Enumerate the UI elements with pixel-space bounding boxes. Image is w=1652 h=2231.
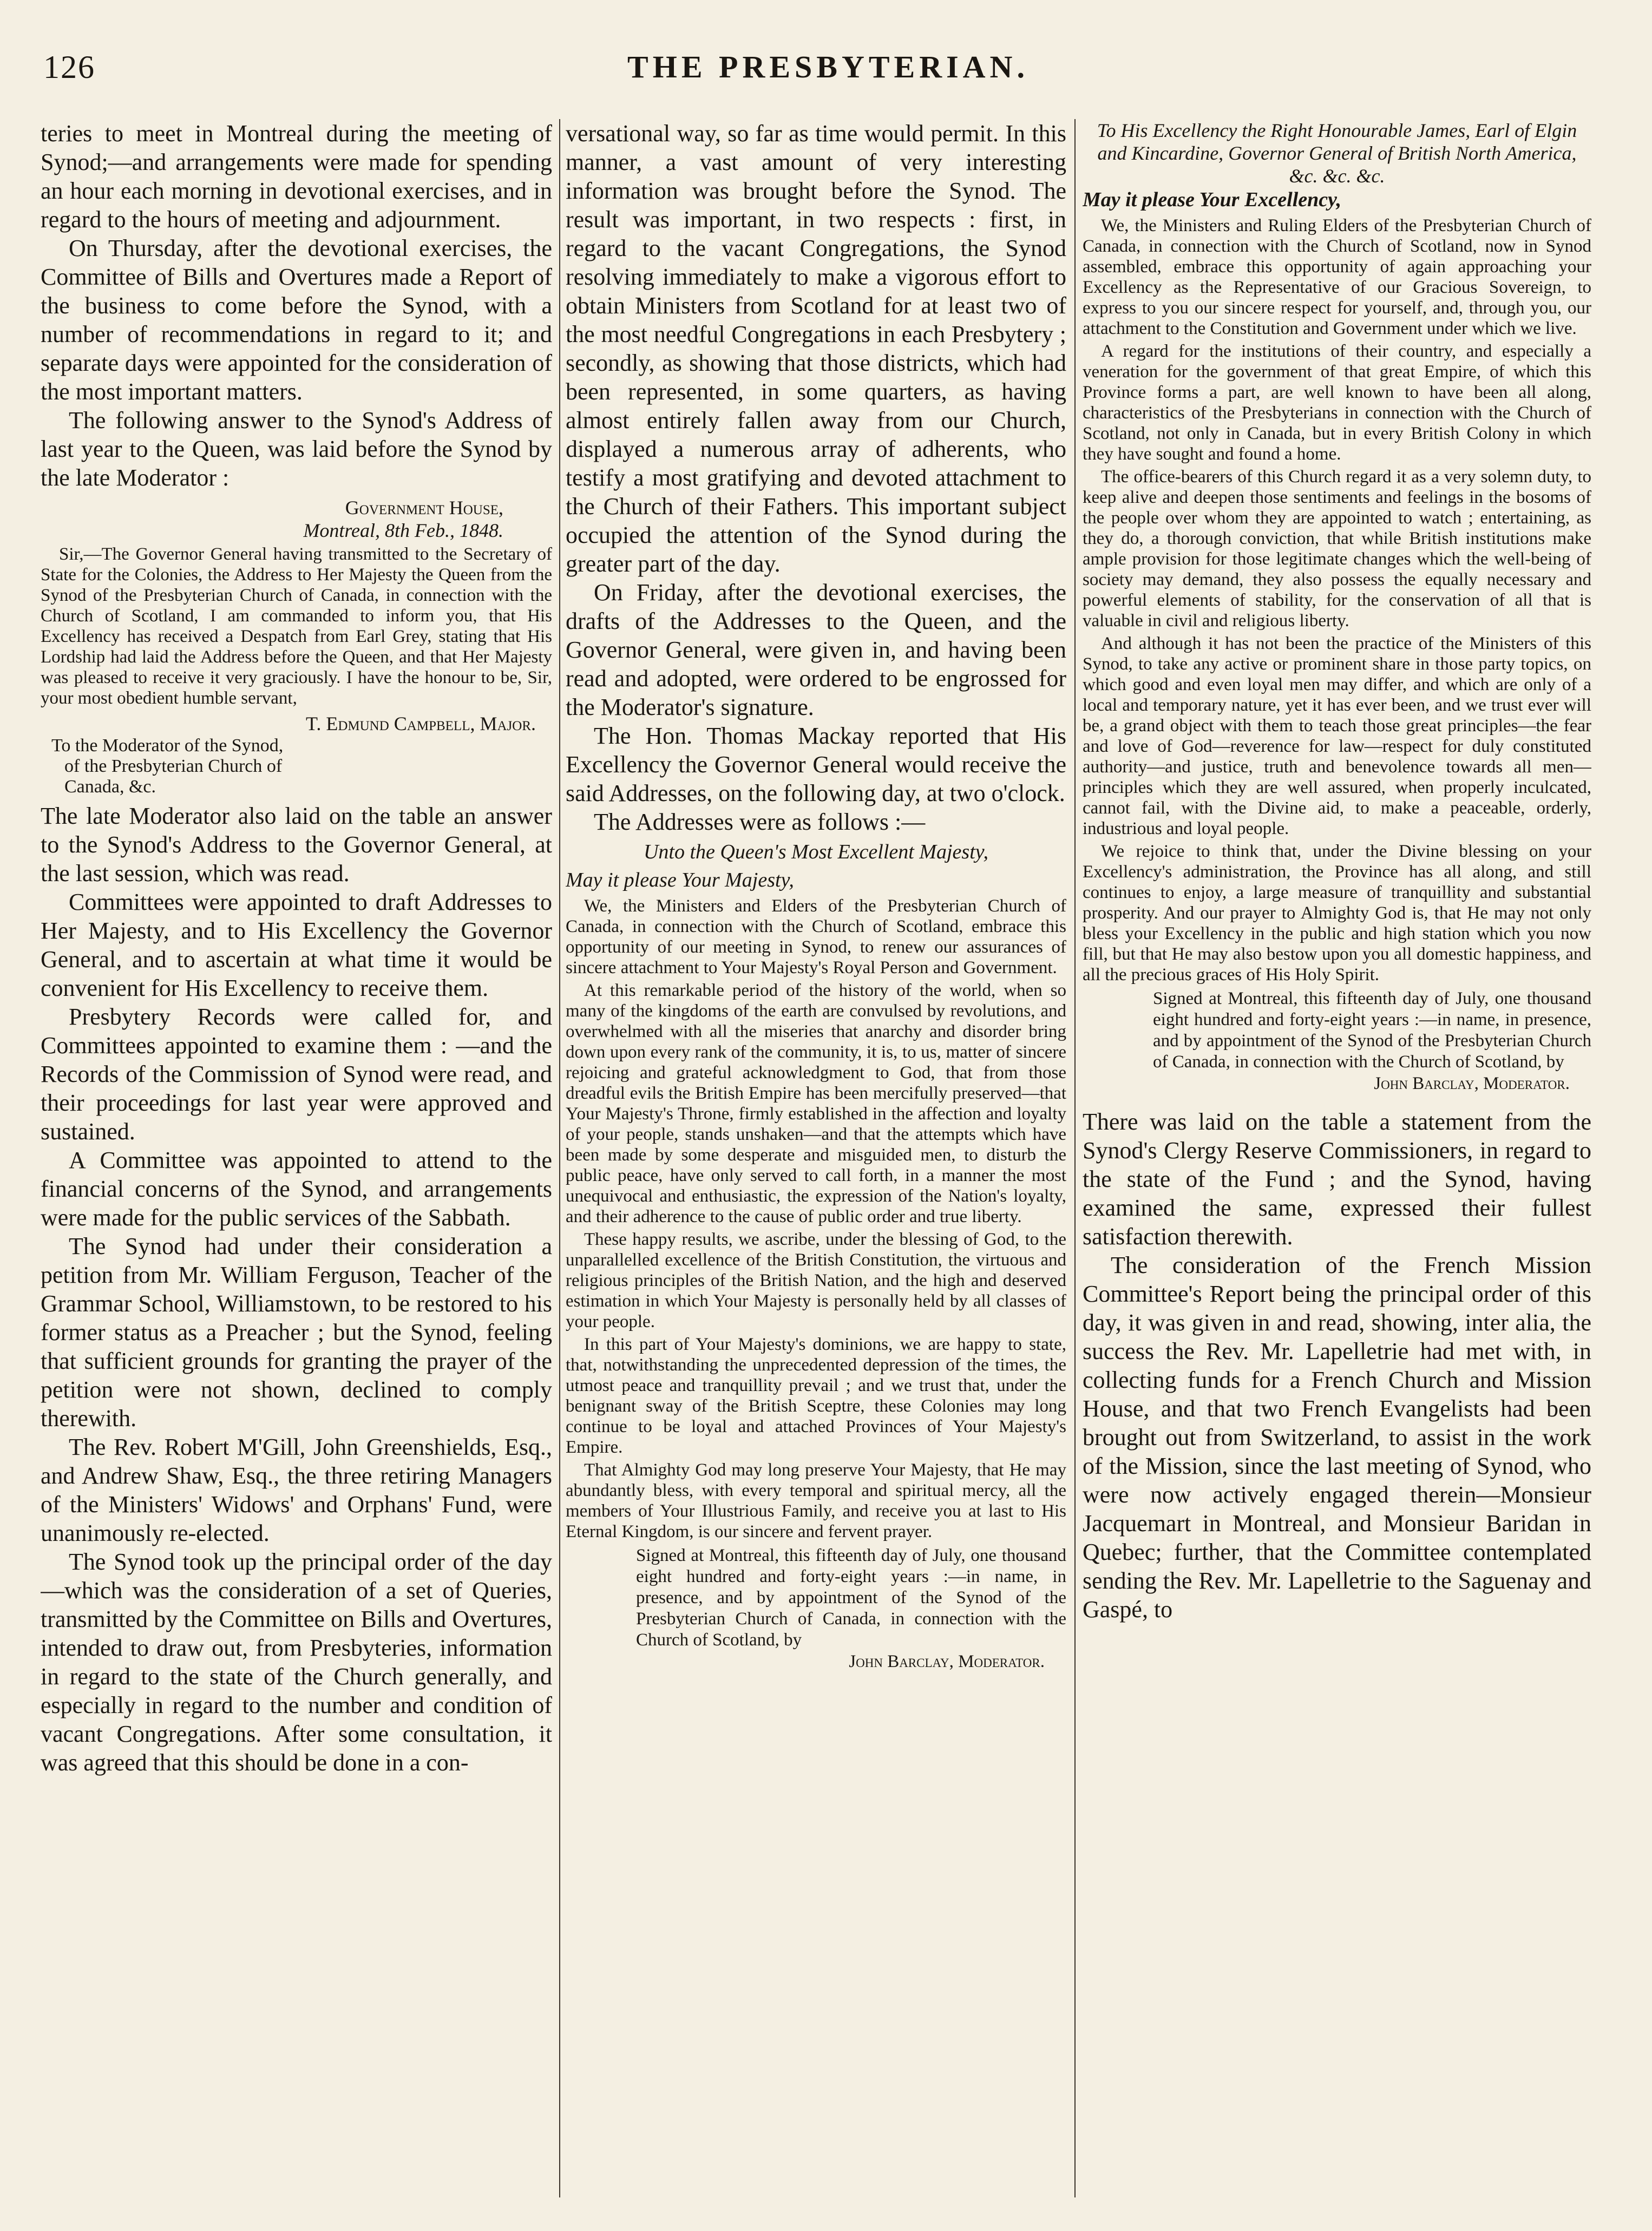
address-dedication: Unto the Queen's Most Excellent Majesty, <box>643 841 989 863</box>
address-to-queen <box>566 896 1066 1542</box>
recipient-line: To the Moderator of the Synod, <box>51 736 284 756</box>
letter-recipient <box>41 736 552 797</box>
paragraph: The late Moderator also laid on the table an answer to the Synod's Address to the Governor General, at the last session, which was read. <box>41 803 552 887</box>
letter-signature: T. Edmund Campbell, Major. <box>306 713 536 734</box>
paragraph: A Committee was appointed to attend to the financial concerns of the Synod, and arrangements were made for the public services of the Sabbath. <box>41 1147 552 1231</box>
paragraph: The consideration of the French Mission Committee's Report being the principal order of this day, it was given in and read, showing, inter alia, the success the Rev. Mr. Lapelletrie had met with, in collecting funds for a French Church and Mission House, and that two French Evangelists had been brought out from Switzerland, to assist in the work of the Mission, since the last meeting of Synod, who were now actively engaged therein—Monsieur Jacquemart in Montreal, and Monsieur Baridan in Quebec; further, that the Committee contemplated sending the Rev. Mr. Lapelletrie to the Saguenay and Gaspé, to <box>1083 1252 1591 1623</box>
column-middle <box>566 119 1066 2197</box>
address-signed: Signed at Montreal, this fifteenth day of July, one thousand eight hundred and forty-eight years :—in name, in presence, and by appointment of the Synod of the Presbyterian Church of Canada, in connection with the Church of Scotland, by <box>1153 989 1591 1072</box>
page-number: 126 <box>43 49 95 85</box>
address-paragraph: At this remarkable period of the history of the world, when so many of the kingdoms of the earth are convulsed by revolutions, and overwhelmed with all the miseries that anarchy and disorder bring down upon every rank of the community, it is, to us, matter of sincere rejoicing and grateful acknowledgment to God, that from those dreadful evils the British Empire has been mercifully preserved—that Your Majesty's Throne, firmly established in the affection and loyalty of your people, stands unshaken—and that the attempts which have been made by some desperate and misguided men, to disturb the public peace, have only served to call forth, in a manner the most unequivocal and enthusiastic, the expression of the Nation's loyalty, and their adherence to the cause of public order and true liberty. <box>566 981 1066 1226</box>
column-right <box>1083 119 1591 2197</box>
letter-body: Sir,—The Governor General having transmitted to the Secretary of State for the Colonies, the Address to Her Majesty the Queen from the Synod of the Presbyterian Church of Canada, in connection with the Church of Scotland, I am commanded to inform you, that His Excellency has received a Despatch from Earl Grey, stating that His Lordship had laid the Address before the Queen, and that Her Majesty was pleased to receive it very graciously. I have the honour to be, Sir, your most obedient humble servant, <box>41 544 552 708</box>
address-dedication: To His Excellency the Right Honourable James, Earl of Elgin and Kincardine, Governor General of British North America, &c. &c. &c. <box>1097 120 1577 187</box>
paragraph: teries to meet in Montreal during the meeting of Synod;—and arrangements were made for spending an hour each morning in devotional exercises, and in regard to the hours of meeting and adjournment. <box>41 120 552 233</box>
column-divider <box>1074 119 1076 2197</box>
address-to-governor <box>1083 215 1591 985</box>
address-paragraph: And although it has not been the practice of the Ministers of this Synod, to take any active or prominent share in those party topics, on which good and even loyal men may differ, and which are only of a local and temporary nature, yet it has ever been, and we trust ever will be, a grand object with them to teach those great principles—the fear and love of God—reverence for law—respect for duly constituted authority—and justice, truth and benevolence towards all men—principles which they are well assured, when properly inculcated, cannot fail, with the Divine aid, to make a peaceable, orderly, industrious and loyal people. <box>1083 634 1591 838</box>
page-header <box>43 49 1613 92</box>
letter-address-line: Montreal, 8th Feb., 1848. <box>303 520 503 541</box>
journal-title: THE PRESBYTERIAN. <box>627 49 1029 84</box>
letter-address <box>41 496 552 542</box>
recipient-line: Canada, &c. <box>64 777 156 797</box>
paragraph: The Synod took up the principal order of the day—which was the consideration of a set of Queries, transmitted by the Committee on Bills and Overtures, intended to draw out, from Presbyteries, information in regard to the state of the Church generally, and especially in regard to the number and condition of vacant Congregations. After some consultation, it was agreed that this should be done in a con- <box>41 1548 552 1776</box>
paragraph: Presbytery Records were called for, and Committees appointed to examine them : —and the Records of the Commission of Synod were read, and their proceedings for last year were approved and sustained. <box>41 1003 552 1145</box>
column-divider <box>559 119 560 2197</box>
address-paragraph: The office-bearers of this Church regard it as a very solemn duty, to keep alive and deepen those sentiments and feelings in the bosoms of the people over whom they are appointed to watch ; entertaining, as they do, a thorough conviction, that while British institutions make ample provision for those legitimate changes which the well-being of society may demand, they also possess the equally necessary and powerful elements of stability, for the conservation of all that is valuable in civil and religious liberty. <box>1083 467 1591 631</box>
address-signatory: John Barclay, Moderator. <box>1374 1074 1570 1093</box>
address-paragraph: These happy results, we ascribe, under the blessing of God, to the unparallelled excellence of the British Constitution, the virtuous and religious principles of the British Nation, and the high and deserved estimation in which Your Majesty is personally held by all classes of your people. <box>566 1230 1066 1331</box>
governor-letter <box>41 496 552 797</box>
address-paragraph: In this part of Your Majesty's dominions, we are happy to state, that, notwithstanding the unprecedented depression of the times, the utmost peace and tranquillity prevail ; and we trust that, under the benignant sway of the British Sceptre, these Colonies may long continue to be loyal and attached Provinces of Your Majesty's Empire. <box>566 1335 1066 1457</box>
address-paragraph: We, the Ministers and Ruling Elders of the Presbyterian Church of Canada, in connection with the Church of Scotland, now in Synod assembled, embrace this opportunity of again approaching your Excellency as the Representative of our Gracious Sovereign, to express to you our sincere respect for yourself, and, through you, our attachment to the Constitution and Government under which we live. <box>1083 216 1591 338</box>
paragraph: On Friday, after the devotional exercises, the drafts of the Addresses to the Queen, and the Governor General, were given in, and having been read and adopted, were ordered to be engrossed for the Moderator's signature. <box>566 579 1066 720</box>
paragraph: The following answer to the Synod's Address of last year to the Queen, was laid before the Synod by the late Moderator : <box>41 407 552 491</box>
address-signed: Signed at Montreal, this fifteenth day of July, one thousand eight hundred and forty-eight years :—in name, in presence, and by appointment of the Synod of the Presbyterian Church of Canada, in connection with the Church of Scotland, by <box>636 1546 1066 1650</box>
letter-address-line: Government House, <box>345 497 503 519</box>
address-salutation: May it please Your Excellency, <box>1083 188 1342 211</box>
column-left <box>41 119 552 2197</box>
paragraph: The Hon. Thomas Mackay reported that His Excellency the Governor General would receive the said Addresses, on the following day, at two o'clock. <box>566 723 1066 806</box>
address-paragraph: We rejoice to think that, under the Divine blessing on your Excellency's administration, the Province has all along, and still continues to enjoy, a large measure of tranquillity and substantial prosperity. And our prayer to Almighty God is, that He may not only bless your Excellency in the public and high station which you now fill, but that He may also bestow upon you all domestic happiness, and all the precious graces of His Holy Spirit. <box>1083 842 1591 985</box>
address-paragraph: We, the Ministers and Elders of the Presbyterian Church of Canada, in connection with the Church of Scotland, embrace this opportunity of our meeting in Synod, to renew our assurances of sincere attachment to Your Majesty's Royal Person and Government. <box>566 896 1066 977</box>
paragraph: versational way, so far as time would permit. In this manner, a vast amount of very interesting information was brought before the Synod. The result was important, in two respects : first, in regard to the vacant Congregations, the Synod resolving immediately to make a vigorous effort to obtain Ministers from Scotland for at least two of the most needful Congregations in each Presbytery ; secondly, as showing that those districts, which had been represented, in some quarters, as having almost entirely fallen away from our Church, displayed a numerous array of adherents, who testify a most gratifying and devoted attachment to the Church of their Fathers. This important subject occupied the attention of the Synod during the greater part of the day. <box>566 120 1066 577</box>
paragraph: Committees were appointed to draft Addresses to Her Majesty, and to His Excellency the Governor General, and to ascertain at what time it would be convenient for His Excellency to receive them. <box>41 889 552 1001</box>
paragraph: There was laid on the table a statement from the Synod's Clergy Reserve Commissioners, in regard to the state of the Fund ; and the Synod, having examined the same, expressed their fullest satisfaction therewith. <box>1083 1108 1591 1250</box>
paragraph: The Addresses were as follows :— <box>594 809 926 835</box>
address-salutation: May it please Your Majesty, <box>566 869 794 891</box>
address-signatory: John Barclay, Moderator. <box>849 1652 1045 1671</box>
paragraph: The Synod had under their consideration a petition from Mr. William Ferguson, Teacher of the Grammar School, Williamstown, to be restored to his former status as a Preacher ; but the Synod, feeling that sufficient grounds for granting the prayer of the petition were not shown, declined to comply therewith. <box>41 1233 552 1432</box>
paragraph: On Thursday, after the devotional exercises, the Committee of Bills and Overtures made a Report of the business to come before the Synod, with a number of recommendations in regard to it; and separate days were appointed for the consideration of the most important matters. <box>41 235 552 405</box>
recipient-line: of the Presbyterian Church of <box>64 756 283 776</box>
address-paragraph: That Almighty God may long preserve Your Majesty, that He may abundantly bless, with every temporal and spiritual mercy, all the members of Your Illustrious Family, and receive you at last to His Eternal Kingdom, is our sincere and fervent prayer. <box>566 1460 1066 1541</box>
address-paragraph: A regard for the institutions of their country, and especially a veneration for the government of that great Empire, of which this Province forms a part, are well known to have been all along, characteristics of the Presbyterians in connection with the Church of Scotland, not only in Canada, but in every British Colony in which they have sought and found a home. <box>1083 342 1591 464</box>
paragraph: The Rev. Robert M'Gill, John Greenshields, Esq., and Andrew Shaw, Esq., the three retiring Managers of the Ministers' Widows' and Orphans' Fund, were unanimously re-elected. <box>41 1434 552 1546</box>
